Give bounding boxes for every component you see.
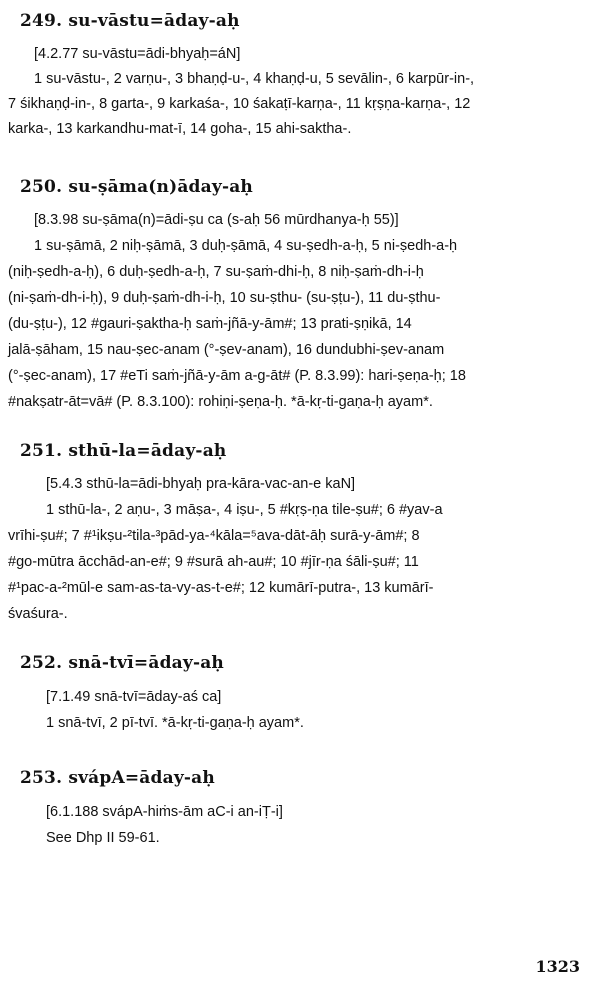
text-line: 1 su-ṣāmā, 2 niḥ-ṣāmā, 3 duḥ-ṣāmā, 4 su-ṣedh-a-ḥ, 5 ni-ṣedh-a-ḥ (34, 238, 458, 254)
text-line: śvaśura-. (8, 606, 68, 622)
text-line: (du-ṣṭu-), 12 #gauri-ṣaktha-ḥ saṁ-jñā-y-ām#; 13 prati-ṣṇikā, 14 (8, 316, 412, 332)
text-line: jalā-ṣāham, 15 nau-ṣec-anam (°-ṣev-anam), 16 dundubhi-ṣev-anam (8, 342, 445, 358)
text-line: See Dhp II 59-61. (46, 830, 160, 846)
text-line: 7 śikhaṇḍ-in-, 8 garta-, 9 karkaśa-, 10 śakaṭī-karṇa-, 11 kṛṣṇa-karṇa-, 12 (8, 96, 471, 112)
section-heading: 250. su-ṣāma(n)āday-aḥ (20, 177, 253, 197)
sutra-reference: [7.1.49 snā-tvī=āday-aś ca] (46, 689, 222, 705)
text-line: 1 snā-tvī, 2 pī-tvī. *ā-kṛ-ti-gaṇa-ḥ ayam*. (46, 715, 304, 731)
text-line: (niḥ-ṣedh-a-ḥ), 6 duḥ-ṣedh-a-ḥ, 7 su-ṣaṁ-dhi-ḥ, 8 niḥ-ṣaṁ-dh-i-ḥ (8, 264, 424, 280)
sutra-reference: [6.1.188 svápA-hiṁs-ām aC-i an-iṬ-i] (46, 804, 283, 820)
sutra-reference: [4.2.77 su-vāstu=ādi-bhyaḥ=áN] (34, 46, 241, 62)
section-heading: 252. snā-tvī=āday-aḥ (20, 653, 224, 673)
section-heading: 251. sthū-la=āday-aḥ (20, 441, 227, 461)
text-line: vrīhi-ṣu#; 7 #¹ikṣu-²tila-³pād-ya-⁴kāla=⁵ava-dāt-āḥ surā-y-ām#; 8 (8, 528, 420, 544)
text-line: (ni-ṣaṁ-dh-i-ḥ), 9 duḥ-ṣaṁ-dh-i-ḥ, 10 su-ṣthu- (su-ṣṭu-), 11 du-ṣthu- (8, 290, 441, 306)
text-line: #nakṣatr-āt=vā# (P. 8.3.100): rohiṇi-ṣeṇa-ḥ. *ā-kṛ-ti-gaṇa-ḥ ayam*. (8, 394, 433, 410)
section-heading: 249. su-vāstu=āday-aḥ (20, 11, 240, 31)
sutra-reference: [5.4.3 sthū-la=ādi-bhyaḥ pra-kāra-vac-an-e kaN] (46, 476, 356, 492)
text-line: #go-mūtra ācchād-an-e#; 9 #surā ah-au#; 10 #jīr-ṇa śāli-ṣu#; 11 (8, 554, 419, 570)
sutra-reference: [8.3.98 su-ṣāma(n)=ādi-ṣu ca (s-aḥ 56 mūrdhanya-ḥ 55)] (34, 212, 399, 228)
text-line: 1 su-vāstu-, 2 varṇu-, 3 bhaṇḍ-u-, 4 khaṇḍ-u, 5 sevālin-, 6 karpūr-in-, (34, 71, 475, 87)
text-line: (°-ṣec-anam), 17 #eTi saṁ-jñā-y-ām a-g-āt# (P. 8.3.99): hari-ṣeṇa-ḥ; 18 (8, 368, 466, 384)
text-line: karka-, 13 karkandhu-mat-ī, 14 goha-, 15 ahi-saktha-. (8, 121, 352, 137)
text-line: #¹pac-a-²mūl-e sam-as-ta-vy-as-t-e#; 12 kumārī-putra-, 13 kumārī- (8, 580, 434, 596)
page-number: 1323 (535, 957, 580, 976)
text-line: 1 sthū-la-, 2 aṇu-, 3 māṣa-, 4 iṣu-, 5 #kṛṣ-ṇa tile-ṣu#; 6 #yav-a (46, 502, 443, 518)
section-heading: 253. svápA=āday-aḥ (20, 768, 215, 788)
